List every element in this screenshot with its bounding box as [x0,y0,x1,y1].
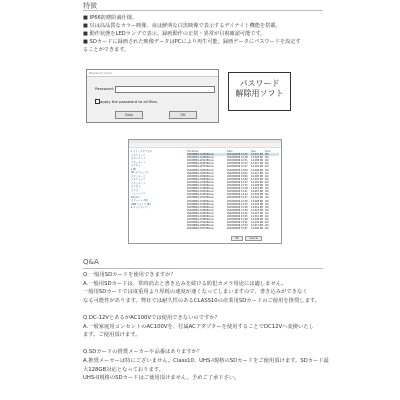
qa-question: Q.一般用SDカードを使用できますか？ [83,272,176,278]
feature-item: ることができます。 [83,47,130,53]
qa-answer: なる可能性があります。弊社では耐久性のあるCLASS10の産業用SDカードのご使用を推奨します。 [83,297,321,304]
file-cell: AVI [265,190,269,194]
qa-answer: 大128GB対応となっております。 [83,366,164,373]
file-cell: 2018/08/09 13:48 [227,218,248,222]
dialog-titlebar: Password Input [87,70,218,77]
file-cell: 14,309 KB [251,156,263,160]
column-header[interactable]: Type [265,150,271,153]
password-label: Password: [95,86,115,91]
tree-item[interactable]: ビデオ [131,188,139,192]
file-cell: 14,300 KB [251,227,263,231]
tree-item[interactable]: ミュージック [131,192,146,195]
file-cell: AVI [265,168,269,172]
file-cell: 14,316 KB [251,205,263,209]
tree-item[interactable]: デスクトップ [131,178,146,181]
file-cell: AVI [265,180,269,184]
file-cell: 2018/08/09 13:24 [227,193,248,197]
file-cell: 2018/08/09 13:21 [227,190,248,194]
tree-item[interactable]: OS (C:) [131,195,140,199]
tree-item[interactable]: デスクトップ [131,153,146,157]
qa-answer: UHS-II規格のSDカードはご使用頂けません。予めご了承下さい。 [83,375,240,382]
file-cell: 14,292 KB [251,221,263,225]
qa-answer: ます。ご使用頂けます。 [83,332,141,339]
file-cell: 14,313 KB [251,224,263,228]
file-name: 20180809-131806V.avi [187,187,214,191]
file-cell: 14,287 KB [251,190,263,194]
qa-question: Q.SDカードの推奨メーカーや品番はありますか？ [83,349,203,356]
file-explorer-window [128,139,282,244]
file-cell: 2018/08/09 13:54 [227,224,248,228]
file-name: 20180809-135706V.avi [187,227,214,231]
file-name: 20180809-133306V.avi [187,202,214,206]
file-row[interactable] [187,227,279,230]
file-cell: AVI [265,174,269,178]
callout-box [228,72,291,111]
tree-item[interactable]: ▸ ネットワーク [131,206,148,209]
qa-question: Q.DC-12VとあるがAC100Vでは使用できないのですか？ [83,314,220,321]
file-cell: 2018/08/09 13:27 [227,196,248,200]
file-cell: 2018/08/09 13:15 [227,184,248,188]
file-cell: 2018/08/09 13:36 [227,205,248,209]
apply-all-label: apply the password to all files. [100,99,158,104]
file-cell: 14,315 KB [251,162,263,166]
file-cell: 14,294 KB [251,202,263,206]
tree-item[interactable]: ▾ PC [131,167,137,171]
file-name: 20180809-133606V.avi [187,205,214,209]
file-name: 20180809-125706V.avi [187,165,214,169]
qa-answer: A.推奨メーカーは特にございません。Class10、UHS-I規格のSDカードをご使用頂けます。SDカード最 [83,357,329,364]
file-cell: AVI [265,193,269,197]
file-cell: 2018/08/09 13:09 [227,177,248,181]
password-dialog [86,69,219,123]
qa-answer [83,340,329,349]
window-toolbar [129,143,281,148]
ok-button[interactable]: OK [169,111,197,119]
file-name: 20180809-124806V.avi [187,156,214,160]
file-cell: 14,311 KB [251,171,263,175]
qa-answer: A.一般用SDカードは、常時消去と書き込みを続ける防犯カメラ用途には適しません。 [83,280,287,287]
tree-item[interactable]: 3D オブジェクト [131,171,150,174]
file-cell: 2018/08/09 13:42 [227,211,248,215]
dialog-buttons [229,236,262,241]
file-name: 20180809-135106V.avi [187,221,214,225]
file-list [187,150,279,230]
file-cell: 14,301 KB [251,196,263,200]
qa-answer: 一般用SDカードでは度重用より厚耗の速度が速くなってしまいますので、書き込みができなく [83,289,308,296]
file-cell: 2018/08/09 13:00 [227,168,248,172]
file-name: 20180809-130606V.avi [187,174,214,178]
file-cell: AVI [265,202,269,206]
file-cell: 2018/08/09 13:51 [227,221,248,225]
qa-answer [83,305,329,314]
file-cell: 2018/08/09 13:39 [227,208,248,212]
file-cell: 14,305 KB [251,180,263,184]
file-cell: 2018/08/09 13:06 [227,174,248,178]
password-input[interactable] [115,86,215,93]
file-cell: AVI [265,153,269,157]
tree-item[interactable]: ピクチャ [131,185,141,188]
feature-item: ■ IP66防塵防滴仕様。 [83,15,138,21]
feature-item: ■ 昼は高品質なカラー映像、夜は鮮明な白黒映像で表示するデイナイト機能を搭載。 [83,23,281,29]
file-cell: 2018/08/09 13:33 [227,202,248,206]
file-cell: AVI [265,214,269,218]
skip-button[interactable]: Skip [115,111,143,119]
file-name: 20180809-134506V.avi [187,214,214,218]
file-cell: 2018/08/09 13:03 [227,171,248,175]
file-name: 20180809-131206V.avi [187,180,214,184]
file-cell: 2018/08/09 13:30 [227,199,248,203]
file-cell: 14,320 KB [251,193,263,197]
file-cell: 14,288 KB [251,159,263,163]
feature-item: ■ SDカードに録画された映像データはPCにより再生可能。録画データにパスワードを設定す [83,39,301,45]
file-cell: AVI [265,211,269,215]
file-cell: 2018/08/09 13:18 [227,187,248,191]
column-header[interactable]: Date [227,150,233,153]
column-header[interactable]: File Name [187,150,199,153]
file-cell: AVI [265,221,269,225]
file-cell: AVI [265,162,269,166]
file-cell: 14,318 KB [251,177,263,181]
file-cell: 14,306 KB [251,218,263,222]
file-name: 20180809-125106V.avi [187,159,214,163]
file-name: 20180809-134806V.avi [187,218,214,222]
file-cell: 14,312 KB [251,187,263,191]
file-name: 20180809-134206V.avi [187,211,214,215]
file-name: 20180809-130006V.avi [187,168,214,172]
file-cell: 2018/08/09 13:57 [227,227,248,231]
file-name: 20180809-132106V.avi [187,190,214,194]
file-cell: AVI [265,224,269,228]
file-name: 20180809-135406V.avi [187,224,214,228]
file-name: 20180809-125406V.avi [187,162,214,166]
file-cell: 2018/08/09 12:57 [227,165,248,169]
tree-item[interactable]: USB ドライブ (E:) [131,202,152,206]
file-cell: AVI [265,218,269,222]
file-cell: AVI [265,184,269,188]
file-cell: 14,296 KB [251,168,263,172]
folder-tree [131,150,183,210]
file-name: 20180809-132406V.avi [187,193,214,197]
column-header[interactable]: Size [251,150,256,153]
file-cell: 2018/08/09 12:54 [227,162,248,166]
file-cell: 14,302 KB [251,165,263,169]
file-cell: AVI [265,165,269,169]
file-cell: 14,303 KB [251,208,263,212]
feature-item: ■ 動作状態をLEDランプで表示。録画動作の正常・異常が目視確認可能です。 [83,31,266,37]
callout-line: 解除用ソフト [235,89,284,98]
features-heading: 特徴 [83,2,97,10]
file-cell: 14,299 KB [251,184,263,188]
tree-item[interactable]: ボリューム (D:) [131,199,149,202]
tree-item[interactable]: ダウンロード [131,157,146,160]
file-cell: 2018/08/09 12:51 [227,159,248,163]
tree-item[interactable]: ▾ クイックアクセス [131,150,152,153]
qa-answer: A.一般家庭用コンセントのAC100Vを、付属ACアダプターを使用することでDC12Vへ変換いたし [83,323,314,330]
file-name: 20180809-133006V.avi [187,199,214,203]
tree-item[interactable]: ダウンロード [131,174,146,178]
file-name: 20180809-130306V.avi [187,171,214,175]
file-cell: 14,308 KB [251,199,263,203]
file-cell: AVI [265,171,269,175]
file-cell: AVI [265,199,269,203]
callout-line: パスワード [239,79,280,88]
file-name: 20180809-131506V.avi [187,184,214,188]
file-name: 20180809-133906V.avi [187,208,214,212]
file-cell: 14,297 KB [251,211,263,215]
file-cell: 2018/08/09 12:48 [227,156,248,160]
explorer-ok-button[interactable]: OK [231,236,243,241]
file-cell: 14,321 KB [251,153,263,157]
file-cell: AVI [265,227,269,231]
file-cell: AVI [265,208,269,212]
file-cell: 2018/08/09 13:12 [227,180,248,184]
file-cell: AVI [265,156,269,160]
file-cell: 14,310 KB [251,214,263,218]
explorer-cancel-button[interactable]: Cancel [245,236,261,241]
file-cell: 2018/08/09 13:45 [227,214,248,218]
file-cell: AVI [265,159,269,163]
tree-item[interactable]: ドキュメント [131,160,146,164]
file-cell: 14,290 KB [251,174,263,178]
file-name: 20180809-130906V.avi [187,177,214,181]
divider [83,268,323,269]
file-cell: AVI [265,205,269,209]
divider [83,10,323,11]
file-cell: AVI [265,177,269,181]
file-name: 20180809-124506V.avi [187,153,214,157]
features-list [83,14,325,54]
file-cell: AVI [265,196,269,200]
file-cell: AVI [265,187,269,191]
qa-list [83,271,329,383]
file-name: 20180809-132706V.avi [187,196,214,200]
file-cell: 2018/08/09 12:45 [227,153,248,157]
qa-heading: Q&A [83,258,99,266]
tree-item[interactable]: ドキュメント [131,181,146,185]
tree-item[interactable]: ピクチャ [131,164,141,167]
